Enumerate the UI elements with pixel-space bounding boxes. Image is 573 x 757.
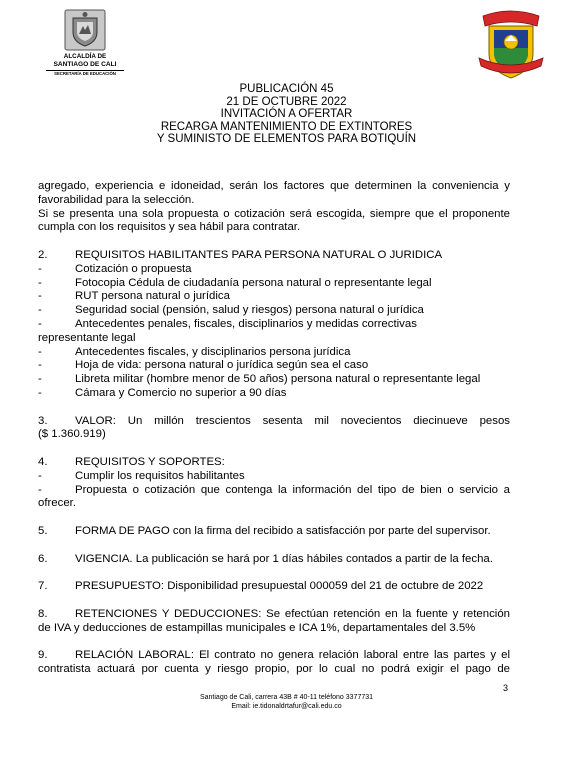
logo-line-3: SECRETARÍA DE EDUCACIÓN	[46, 70, 124, 77]
section-text: VIGENCIA. La publicación se hará por 1 días hábiles contados a partir de la fecha.	[75, 552, 493, 565]
section-continuation: de IVA y deducciones de estampillas municipales e ICA 1%, departamentales del 3.5%	[38, 621, 476, 634]
list-item-text: Seguridad social (pensión, salud y riesgos) persona natural o jurídica	[75, 304, 424, 317]
bullet-dash: -	[38, 469, 42, 482]
bullet-dash: -	[38, 290, 42, 303]
page-footer	[0, 693, 573, 711]
section-9	[38, 649, 510, 663]
footer-address: Santiago de Cali, carrera 43B # 40-11 teléfono 3377731	[199, 694, 374, 701]
logo-line-1: ALCALDÍA DE	[63, 53, 107, 60]
list-item	[38, 484, 510, 498]
section-number: 4.	[38, 455, 48, 468]
section-title: REQUISITOS Y SOPORTES:	[75, 455, 225, 468]
section-number: 9.	[38, 649, 48, 662]
section-text: RETENCIONES Y DEDUCCIONES: Se efectúan retención en la fuente y retención	[75, 607, 510, 620]
section-number: 6.	[38, 552, 48, 565]
section-title: REQUISITOS HABILITANTES PARA PERSONA NATURAL O JURIDICA	[75, 248, 443, 261]
section-number: 7.	[38, 580, 48, 593]
list-item-text: Cumplir los requisitos habilitantes	[75, 469, 245, 482]
list-item-continuation: ofrecer.	[38, 497, 76, 510]
list-item	[38, 373, 510, 387]
bullet-dash: -	[38, 262, 42, 275]
list-item	[38, 304, 510, 318]
school-crest	[477, 8, 545, 80]
list-item	[38, 346, 510, 360]
list-item-text: Cotización o propuesta	[75, 262, 192, 275]
list-item	[38, 470, 510, 484]
bullet-dash: -	[38, 317, 42, 330]
section-3	[38, 415, 510, 429]
bullet-dash: -	[38, 276, 42, 289]
section-8	[38, 608, 510, 622]
school-crest-icon	[477, 8, 545, 80]
section-number: 2.	[38, 248, 48, 261]
list-item-text: Fotocopia Cédula de ciudadanía persona natural o representante legal	[75, 276, 432, 289]
list-item-text: Hoja de vida: persona natural o jurídica según sea el caso	[75, 359, 369, 372]
document-heading	[0, 83, 573, 146]
bullet-dash: -	[38, 483, 42, 496]
section-number: 5.	[38, 524, 48, 537]
section-7	[38, 580, 510, 594]
coat-of-arms-icon	[63, 8, 107, 52]
list-item-text: Libreta militar (hombre menor de 50 años) persona natural o representante legal	[75, 373, 481, 386]
list-item	[38, 263, 510, 277]
alcaldia-logo	[40, 8, 130, 77]
list-item-text: Antecedentes penales, fiscales, disciplinarios y medidas correctivas	[75, 317, 417, 330]
list-item-text: Antecedentes fiscales, y disciplinarios persona jurídica	[75, 345, 351, 358]
intro-paragraph-2: Si se presenta una sola propuesta o cotización será escogida, siempre que el proponente cumpla con los requisitos y sea hábil para contratar.	[38, 207, 510, 234]
publication-date: 21 DE OCTUBRE 2022	[226, 95, 347, 108]
section-continuation: contratista actuará por cuenta y riesgo propio, por lo cual no podrá exigir el pago de	[38, 662, 510, 675]
list-item	[38, 359, 510, 373]
list-item	[38, 290, 510, 304]
bullet-dash: -	[38, 345, 42, 358]
subject-line-2: Y SUMINISTO DE ELEMENTOS PARA BOTIQUÍN	[156, 133, 417, 145]
subject-line-1: RECARGA MANTENIMIENTO DE EXTINTORES	[160, 120, 413, 133]
footer-email: Email: ie.tidonaldrtafur@cali.edu.co	[231, 703, 342, 710]
list-item-continuation: representante legal	[38, 331, 136, 344]
list-item	[38, 318, 510, 332]
section-text: PRESUPUESTO: Disponibilidad presupuestal 000059 del 21 de octubre de 2022	[75, 580, 484, 593]
list-item-text: Propuesta o cotización que contenga la información del tipo de bien o servicio a	[75, 483, 510, 496]
list-item-text: RUT persona natural o jurídica	[75, 290, 230, 303]
section-number: 3.	[38, 414, 48, 427]
section-4-title	[38, 456, 510, 470]
list-item	[38, 277, 510, 291]
bullet-dash: -	[38, 386, 42, 399]
section-number: 8.	[38, 607, 48, 620]
document-body	[38, 180, 510, 677]
bullet-dash: -	[38, 373, 42, 386]
section-text: RELACIÓN LABORAL: El contrato no genera relación laboral entre las partes y el	[75, 649, 510, 662]
bullet-dash: -	[38, 304, 42, 317]
section-6	[38, 553, 510, 567]
publication-number: PUBLICACIÓN 45	[239, 83, 334, 95]
bullet-dash: -	[38, 359, 42, 372]
section-text: FORMA DE PAGO con la firma del recibido a satisfacción por parte del supervisor.	[75, 524, 491, 537]
invitation-title: INVITACIÓN A OFERTAR	[220, 108, 353, 120]
page-number: 3	[503, 683, 509, 693]
logo-line-2: SANTIAGO DE CALI	[53, 61, 117, 68]
section-2-title	[38, 249, 510, 263]
list-item	[38, 387, 510, 401]
list-item-text: Cámara y Comercio no superior a 90 días	[75, 386, 287, 399]
section-5	[38, 525, 510, 539]
section-continuation: ($ 1.360.919)	[38, 428, 106, 441]
section-text: VALOR: Un millón trescientos sesenta mil novecientos diecinueve pesos	[75, 414, 510, 427]
intro-paragraph-1: agregado, experiencia e idoneidad, serán los factores que determinen la conveniencia y favorabilidad para la selección.	[38, 180, 510, 206]
